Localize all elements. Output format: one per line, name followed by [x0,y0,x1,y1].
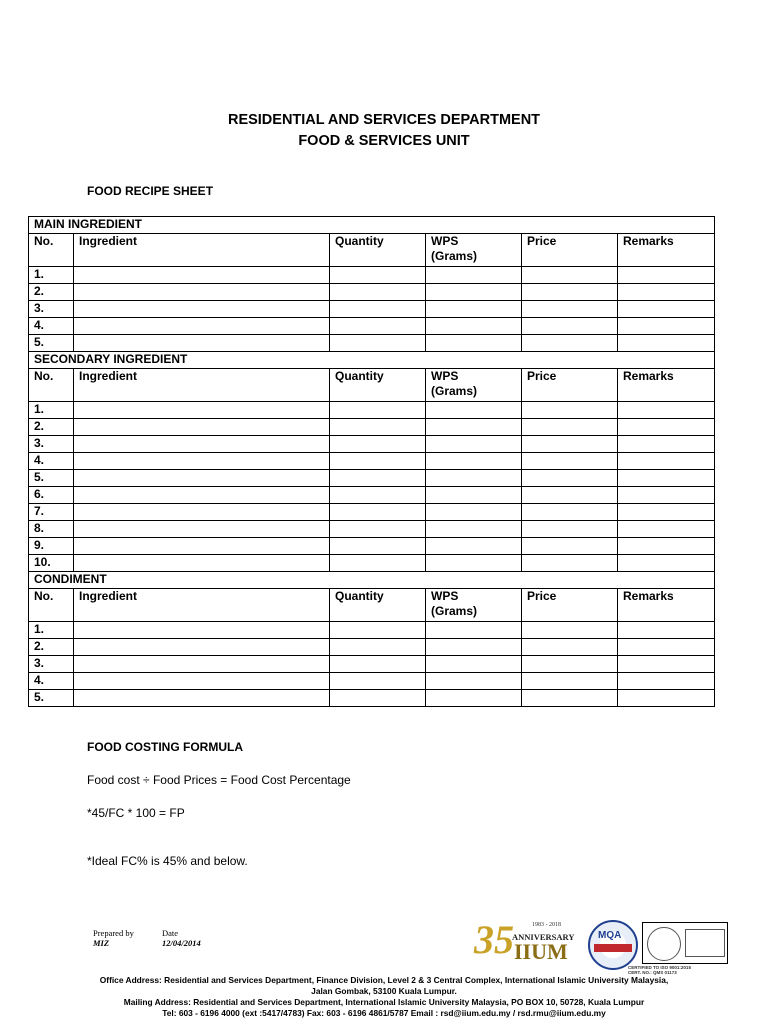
formula-line: Food cost ÷ Food Prices = Food Cost Percentage [87,773,351,787]
quantity-cell[interactable] [330,555,426,572]
prepared-by [93,928,134,948]
col-remarks-header: Remarks [618,234,715,267]
price-cell[interactable] [522,470,618,487]
section-title: CONDIMENT [29,572,715,589]
wps-cell[interactable] [426,470,522,487]
ingredient-cell[interactable] [74,487,330,504]
col-price-header: Price [522,589,618,622]
col-no-header: No. [29,589,74,622]
quantity-cell[interactable] [330,538,426,555]
quantity-cell[interactable] [330,656,426,673]
section-title: SECONDARY INGREDIENT [29,352,715,369]
table-row [29,301,715,318]
row-number: 1. [29,402,74,419]
row-number: 2. [29,639,74,656]
column-header-row [29,234,715,267]
col-wps-header [426,369,522,402]
recipe-table [28,216,715,707]
row-number: 4. [29,673,74,690]
footer-office-address-2: Jalan Gombak, 53100 Kuala Lumpur. [311,986,457,996]
quantity-cell[interactable] [330,453,426,470]
row-number: 3. [29,301,74,318]
remarks-cell[interactable] [618,301,715,318]
row-number: 4. [29,318,74,335]
cert-line: CERTIFIED TO ISO 9001:2015 [628,965,691,970]
row-number: 6. [29,487,74,504]
quantity-cell[interactable] [330,419,426,436]
moq-seal-icon: MQA [588,920,638,970]
ingredient-cell[interactable] [74,301,330,318]
sheet-label: FOOD RECIPE SHEET [87,184,214,198]
col-quantity-header: Quantity [330,369,426,402]
ingredient-cell[interactable] [74,504,330,521]
wps-cell[interactable] [426,538,522,555]
table-row [29,504,715,521]
table-row [29,335,715,352]
wps-cell[interactable] [426,284,522,301]
quantity-cell[interactable] [330,402,426,419]
col-remarks-header: Remarks [618,369,715,402]
remarks-cell[interactable] [618,521,715,538]
table-row [29,639,715,656]
ingredient-cell[interactable] [74,690,330,707]
quantity-cell[interactable] [330,521,426,538]
footer-contact: Tel: 603 - 6196 4000 (ext :5417/4783) Fax: 603 - 6196 4861/5787 Email : rsd@iium.edu.my / rsd.rmu@iium.edu.my [162,1008,606,1018]
price-cell[interactable] [522,335,618,352]
wps-unit: (Grams) [431,249,478,263]
ingredient-cell[interactable] [74,453,330,470]
cert-line: CERT. NO.: QMS 01173 [628,970,677,975]
table-row [29,555,715,572]
quantity-cell[interactable] [330,436,426,453]
remarks-cell[interactable] [618,504,715,521]
wps-cell[interactable] [426,301,522,318]
price-cell[interactable] [522,436,618,453]
row-number: 5. [29,690,74,707]
wps-cell[interactable] [426,402,522,419]
col-quantity-header: Quantity [330,234,426,267]
table-row [29,284,715,301]
price-cell[interactable] [522,622,618,639]
remarks-cell[interactable] [618,690,715,707]
price-cell[interactable] [522,284,618,301]
remarks-cell[interactable] [618,402,715,419]
ingredient-cell[interactable] [74,555,330,572]
anniversary-number: 35 [474,917,514,962]
remarks-cell[interactable] [618,673,715,690]
remarks-cell[interactable] [618,284,715,301]
ingredient-cell[interactable] [74,622,330,639]
anniversary-text: ANNIVERSARY [512,932,575,942]
prepared-by-value: MIZ [93,938,110,948]
quantity-cell[interactable] [330,284,426,301]
ingredient-cell[interactable] [74,521,330,538]
ingredient-cell[interactable] [74,436,330,453]
date-label: Date [162,928,179,938]
logos [472,918,732,974]
price-cell[interactable] [522,639,618,656]
ingredient-cell[interactable] [74,639,330,656]
price-cell[interactable] [522,521,618,538]
row-number: 9. [29,538,74,555]
wps-cell[interactable] [426,673,522,690]
price-cell[interactable] [522,419,618,436]
col-ingredient-header: Ingredient [74,234,330,267]
wps-cell[interactable] [426,267,522,284]
wps-cell[interactable] [426,555,522,572]
section-row [29,352,715,369]
remarks-cell[interactable] [618,318,715,335]
wps-cell[interactable] [426,436,522,453]
date-value: 12/04/2014 [162,938,201,948]
row-number: 5. [29,335,74,352]
column-header-row [29,369,715,402]
wps-cell[interactable] [426,419,522,436]
row-number: 3. [29,436,74,453]
remarks-cell[interactable] [618,436,715,453]
price-cell[interactable] [522,538,618,555]
quantity-cell[interactable] [330,487,426,504]
table-row [29,690,715,707]
wps-cell[interactable] [426,656,522,673]
price-cell[interactable] [522,487,618,504]
ingredient-cell[interactable] [74,656,330,673]
col-wps-header [426,234,522,267]
quantity-cell[interactable] [330,335,426,352]
wps-label: WPS [431,369,459,383]
price-cell[interactable] [522,690,618,707]
col-no-header: No. [29,234,74,267]
wps-cell[interactable] [426,639,522,656]
remarks-cell[interactable] [618,555,715,572]
ingredient-cell[interactable] [74,673,330,690]
date-block [162,928,201,948]
wps-label: WPS [431,589,459,603]
department-title: RESIDENTIAL AND SERVICES DEPARTMENT [227,112,541,128]
wps-label: WPS [431,234,459,248]
footer-office-address: Office Address: Residential and Services Department, Finance Division, Level 2 & 3 Central Complex, International Islamic University Malaysia, [99,975,669,985]
table-row [29,436,715,453]
price-cell[interactable] [522,656,618,673]
col-price-header: Price [522,369,618,402]
wps-cell[interactable] [426,521,522,538]
remarks-cell[interactable] [618,538,715,555]
ingredient-cell[interactable] [74,284,330,301]
quantity-cell[interactable] [330,301,426,318]
table-row [29,538,715,555]
cert-text [628,965,691,975]
formula-line: *45/FC * 100 = FP [87,806,185,820]
table-row [29,656,715,673]
remarks-cell[interactable] [618,656,715,673]
table-row [29,622,715,639]
col-remarks-header: Remarks [618,589,715,622]
wps-cell[interactable] [426,318,522,335]
col-ingredient-header: Ingredient [74,589,330,622]
ingredient-cell[interactable] [74,402,330,419]
remarks-cell[interactable] [618,267,715,284]
ingredient-cell[interactable] [74,267,330,284]
wps-cell[interactable] [426,335,522,352]
row-number: 2. [29,419,74,436]
anniversary-logo [472,918,584,968]
remarks-cell[interactable] [618,639,715,656]
row-number: 7. [29,504,74,521]
table-row [29,267,715,284]
unit-title: FOOD & SERVICES UNIT [298,133,470,149]
row-number: 1. [29,267,74,284]
remarks-cell[interactable] [618,487,715,504]
table-row [29,470,715,487]
remarks-cell[interactable] [618,453,715,470]
formula-note: *Ideal FC% is 45% and below. [87,854,248,868]
quantity-cell[interactable] [330,622,426,639]
table-row [29,521,715,538]
quantity-cell[interactable] [330,673,426,690]
quality-system-icon [647,927,681,961]
remarks-cell[interactable] [618,470,715,487]
prepared-by-label: Prepared by [93,928,134,938]
ingredient-cell[interactable] [74,538,330,555]
col-wps-header [426,589,522,622]
remarks-cell[interactable] [618,419,715,436]
quantity-cell[interactable] [330,690,426,707]
table-row [29,673,715,690]
certification-logos [642,922,728,964]
row-number: 8. [29,521,74,538]
quantity-cell[interactable] [330,504,426,521]
wps-unit: (Grams) [431,604,478,618]
col-quantity-header: Quantity [330,589,426,622]
section-row [29,572,715,589]
row-number: 1. [29,622,74,639]
price-cell[interactable] [522,267,618,284]
quantity-cell[interactable] [330,470,426,487]
table-row [29,419,715,436]
quantity-cell[interactable] [330,318,426,335]
col-price-header: Price [522,234,618,267]
price-cell[interactable] [522,318,618,335]
ingredient-cell[interactable] [74,318,330,335]
wps-cell[interactable] [426,487,522,504]
row-number: 3. [29,656,74,673]
price-cell[interactable] [522,555,618,572]
price-cell[interactable] [522,402,618,419]
column-header-row [29,589,715,622]
anniversary-years: 1983 - 2018 [532,922,561,928]
price-cell[interactable] [522,673,618,690]
wps-cell[interactable] [426,504,522,521]
iium-logo-text: IIUM [514,939,568,964]
table-row [29,318,715,335]
wps-cell[interactable] [426,690,522,707]
section-title: MAIN INGREDIENT [29,217,715,234]
col-no-header: No. [29,369,74,402]
quantity-cell[interactable] [330,267,426,284]
ingredient-cell[interactable] [74,470,330,487]
section-row [29,217,715,234]
table-row [29,402,715,419]
footer-mailing-address: Mailing Address: Residential and Services Department, International Islamic University Malaysia, PO BOX 10, 50728, Kuala Lumpur [123,997,645,1007]
wps-cell[interactable] [426,622,522,639]
remarks-cell[interactable] [618,335,715,352]
row-number: 5. [29,470,74,487]
table-row [29,487,715,504]
quantity-cell[interactable] [330,639,426,656]
price-cell[interactable] [522,301,618,318]
remarks-cell[interactable] [618,622,715,639]
wps-unit: (Grams) [431,384,478,398]
row-number: 4. [29,453,74,470]
standards-icon [685,929,725,957]
formula-title: FOOD COSTING FORMULA [87,740,243,754]
ingredient-cell[interactable] [74,335,330,352]
ingredient-cell[interactable] [74,419,330,436]
row-number: 2. [29,284,74,301]
col-ingredient-header: Ingredient [74,369,330,402]
wps-cell[interactable] [426,453,522,470]
table-row [29,453,715,470]
price-cell[interactable] [522,504,618,521]
row-number: 10. [29,555,74,572]
price-cell[interactable] [522,453,618,470]
